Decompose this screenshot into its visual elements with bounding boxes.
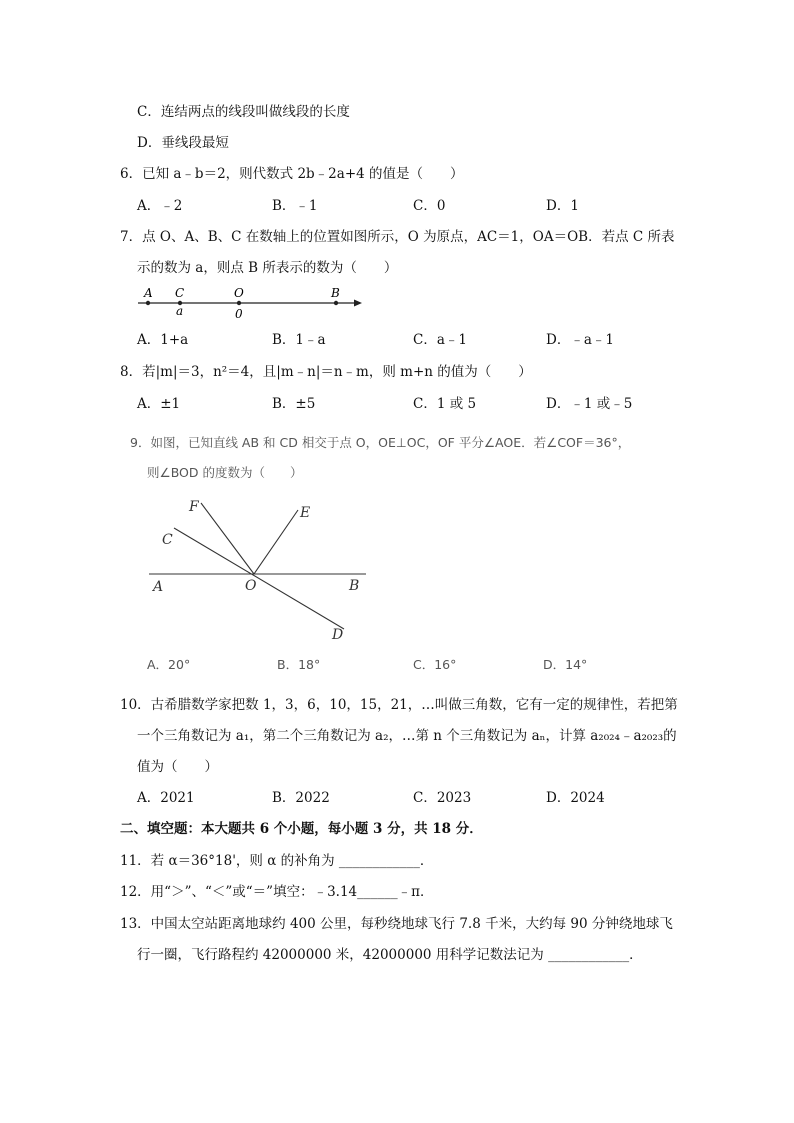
- line-cd: [174, 528, 344, 629]
- q6-option-b: B．﹣1: [272, 198, 318, 214]
- label-a: A: [144, 286, 153, 300]
- q10-stem-line3: 值为（ ）: [137, 759, 218, 775]
- q12-stem: 12．用“＞”、“＜”或“＝”填空：﹣3.14______﹣π．: [120, 884, 434, 900]
- q11-stem: 11．若 α＝36°18'，则 α 的补角为 ____________．: [120, 853, 434, 869]
- q10-option-c: C．2023: [413, 790, 472, 806]
- q6-option-d: D．1: [546, 198, 579, 214]
- point-b: [334, 301, 338, 305]
- q6-stem: 6．已知 a﹣b＝2，则代数式 2b﹣2a+4 的值是（ ）: [120, 166, 464, 182]
- q13-stem-line2: 行一圈，飞行路程约 42000000 米，42000000 用科学记数法记为 ____________．: [137, 947, 643, 963]
- q8-stem: 8．若|m|＝3，n²＝4，且|m﹣n|＝n﹣m，则 m+n 的值为（ ）: [120, 364, 532, 380]
- fig-label-c: C: [162, 532, 173, 548]
- fig-label-e: E: [300, 505, 311, 521]
- q5-option-d: D．垂线段最短: [137, 135, 229, 151]
- q9-option-b: B．18°: [277, 657, 321, 672]
- q9-figure: [140, 492, 380, 652]
- q10-option-a: A．2021: [137, 790, 195, 806]
- q10-stem-line2: 一个三角数记为 a₁，第二个三角数记为 a₂，…第 n 个三角数记为 aₙ，计算 a₂₀₂₄﹣a₂₀₂₃的: [137, 728, 677, 744]
- q7-option-c: C．a﹣1: [413, 332, 467, 348]
- q8-option-a: A．±1: [137, 396, 181, 412]
- q10-stem-line1: 10．古希腊数学家把数 1，3，6，10，15，21，…叫做三角数，它有一定的规律性，若把第: [120, 697, 678, 713]
- point-a: [146, 301, 150, 305]
- q6-option-a: A．﹣2: [137, 198, 183, 214]
- q6-option-c: C．0: [413, 198, 446, 214]
- label-c: C: [175, 286, 185, 300]
- ray-of: [201, 503, 254, 574]
- label-zero: 0: [235, 307, 243, 321]
- q9-option-a: A．20°: [147, 657, 191, 672]
- fig-label-d: D: [332, 627, 344, 643]
- label-o: O: [234, 286, 244, 300]
- q8-option-b: B．±5: [272, 396, 316, 412]
- label-b: B: [331, 286, 340, 300]
- q9-stem-line1: 9．如图，已知直线 AB 和 CD 相交于点 O，OE⊥OC，OF 平分∠AOE．若∠COF＝36°，: [130, 435, 631, 450]
- point-o: [237, 301, 241, 305]
- ray-oe: [254, 510, 298, 574]
- section-fill-in-heading: 二、填空题：本大题共 6 个小题，每小题 3 分，共 18 分．: [120, 821, 483, 837]
- q9-option-d: D．14°: [543, 657, 588, 672]
- q8-option-d: D．﹣1 或﹣5: [546, 396, 633, 412]
- q8-option-c: C．1 或 5: [413, 396, 477, 412]
- q9-option-c: C．16°: [413, 657, 457, 672]
- fig-label-o: O: [245, 578, 257, 594]
- q7-option-b: B．1﹣a: [272, 332, 326, 348]
- label-a-value: a: [176, 304, 184, 318]
- q7-stem-line2: 示的数为 a，则点 B 所表示的数为（ ）: [137, 260, 398, 276]
- q13-stem-line1: 13．中国太空站距离地球约 400 公里，每秒绕地球飞行 7.8 千米，大约每 90 分钟绕地球飞: [120, 916, 673, 932]
- fig-label-a: A: [153, 579, 164, 595]
- q7-option-d: D．﹣a﹣1: [546, 332, 614, 348]
- q7-stem-line1: 7．点 O、A、B、C 在数轴上的位置如图所示，O 为原点，AC＝1，OA＝OB．若点 C 所表: [120, 229, 675, 245]
- q10-option-b: B．2022: [272, 790, 330, 806]
- q7-option-a: A．1+a: [137, 332, 189, 348]
- q5-option-c: C．连结两点的线段叫做线段的长度: [137, 104, 350, 120]
- fig-label-b: B: [349, 578, 360, 594]
- q10-option-d: D．2024: [546, 790, 605, 806]
- fig-label-f: F: [189, 499, 199, 515]
- q7-number-line: [130, 284, 370, 324]
- q9-stem-line2: 则∠BOD 的度数为（ ）: [147, 465, 303, 480]
